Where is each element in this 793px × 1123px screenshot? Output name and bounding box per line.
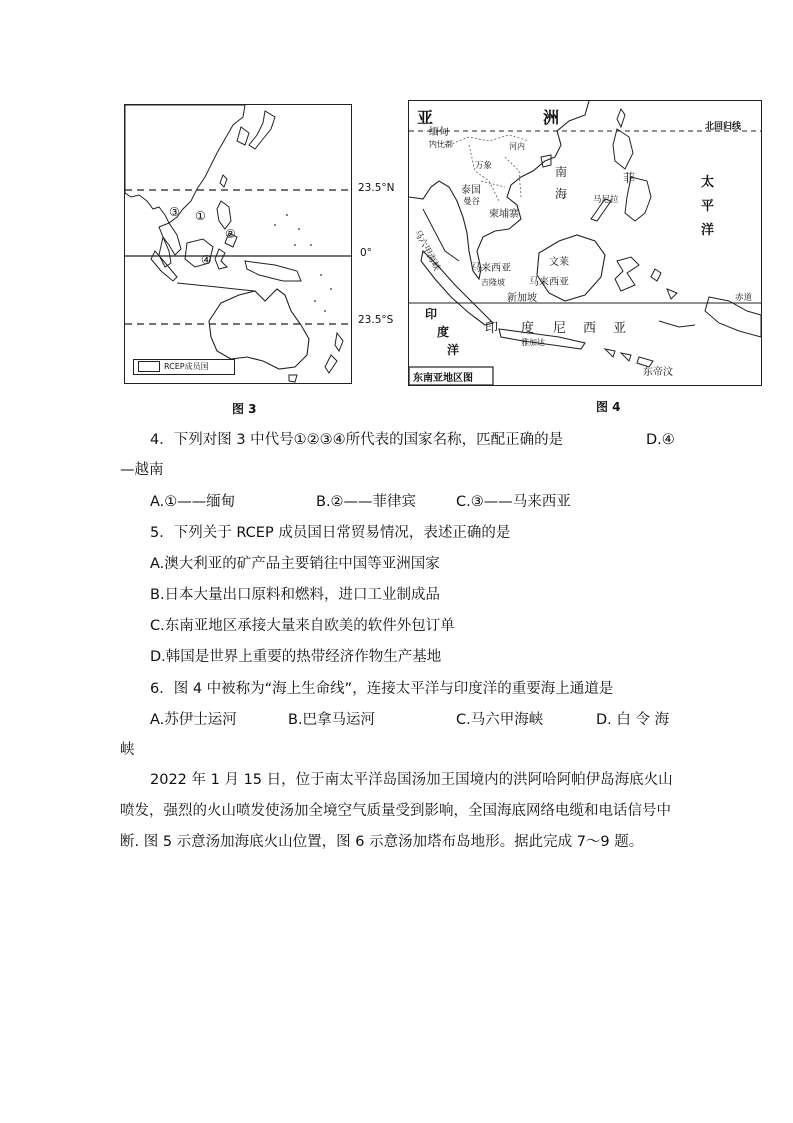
label-kuala-lumpur: 吉隆坡 — [481, 278, 505, 287]
label-equator: 赤道 — [735, 293, 753, 303]
label-malaysia-west: 马来西亚 — [471, 263, 511, 274]
label-naypyidaw: 内比都 — [429, 140, 453, 149]
q5-stem: 5．下列关于 RCEP 成员国日常贸易情况，表述正确的是 — [150, 525, 511, 541]
q6-option-d-cont: 峡 — [120, 742, 135, 758]
q5-option-d: D.韩国是世界上重要的热带经济作物生产基地 — [150, 649, 442, 665]
label-equator-0: 0° — [360, 247, 372, 259]
label-pacific-1: 太 — [701, 175, 715, 190]
figure-4-map — [408, 100, 762, 386]
q5-option-c: C.东南亚地区承接大量来自欧美的软件外包订单 — [150, 618, 455, 634]
label-malacca-strait: 马六甲海峡 — [411, 228, 442, 273]
marker-2: ② — [225, 227, 236, 241]
label-indian-1: 印 — [425, 307, 438, 321]
label-indonesia-3: 尼 — [553, 321, 567, 336]
q4-stem: 4．下列对图 3 中代号①②③④所代表的国家名称，匹配正确的是 — [150, 432, 564, 448]
q6-option-c: C.马六甲海峡 — [456, 712, 544, 728]
label-indonesia-4: 西 — [583, 321, 597, 336]
q4-option-a: A.①——缅甸 — [150, 494, 236, 510]
marker-1: ① — [195, 209, 206, 223]
q6-option-b: B.巴拿马运河 — [288, 712, 376, 728]
q4-option-d: D.④ — [646, 432, 675, 448]
figure-4-title: 东南亚地区图 — [413, 373, 473, 384]
q6-option-d: D. 白 令 海 — [596, 712, 670, 728]
label-manila: 马尼拉 — [593, 195, 619, 205]
q4-option-c: C.③——马来西亚 — [456, 494, 571, 510]
label-asia: 亚 — [417, 108, 434, 127]
label-indonesia-2: 度 — [521, 321, 535, 336]
label-pacific-2: 平 — [701, 199, 715, 214]
label-vientiane: 万象 — [475, 161, 493, 171]
legend-swatch — [138, 361, 160, 372]
label-jakarta: 雅加达 — [521, 338, 545, 347]
label-malaysia-east: 马来西亚 — [529, 277, 569, 288]
figure-3-map-drawing — [125, 105, 351, 383]
label-philippines: 菲 — [623, 171, 636, 185]
label-sea: 海 — [555, 187, 568, 201]
label-myanmar: 缅甸 — [429, 127, 449, 138]
label-brunei: 文莱 — [549, 257, 569, 268]
label-hanoi: 河内 — [509, 142, 525, 151]
label-indian-2: 度 — [437, 325, 450, 339]
label-south: 南 — [555, 165, 568, 179]
label-tropic-of-cancer: 北回归线 — [705, 122, 742, 132]
label-bangkok: 曼谷 — [463, 197, 481, 207]
marker-4: ④ — [201, 253, 212, 267]
label-23-5-north: 23.5°N — [358, 182, 395, 194]
label-indonesia-5: 亚 — [613, 321, 627, 336]
label-pacific-3: 洋 — [701, 223, 715, 238]
figure-3-caption: 图 3 — [232, 402, 257, 416]
label-zhou: 洲 — [543, 108, 560, 127]
label-indian-3: 洋 — [447, 343, 460, 357]
passage-tonga-volcano: 2022 年 1 月 15 日，位于南太平洋岛国汤加王国境内的洪阿哈阿帕伊岛海底火山喷发，强烈的火山喷发使汤加全境空气质量受到影响，全国海底网络电缆和电话信号中断. 图 5 示意汤加海底火山位置，图 6 示意汤加塔布岛地形。据此完成 7～9 题。 — [120, 772, 673, 850]
figure-3-map — [124, 104, 352, 384]
label-thailand: 泰国 — [461, 185, 481, 196]
figure-3-legend — [133, 359, 235, 375]
figure-4-caption: 图 4 — [596, 400, 621, 414]
label-23-5-south: 23.5°S — [358, 314, 394, 326]
label-east-timor: 东帝汶 — [643, 367, 673, 378]
label-cambodia: 柬埔寨 — [489, 209, 519, 220]
legend-label: RCEP成员国 — [164, 362, 209, 371]
q6-stem: 6．图 4 中被称为“海上生命线”，连接太平洋与印度洋的重要海上通道是 — [150, 681, 614, 697]
marker-3: ③ — [169, 205, 180, 219]
q5-option-a: A.澳大利亚的矿产品主要销往中国等亚洲国家 — [150, 556, 440, 572]
q4-option-b: B.②——菲律宾 — [316, 494, 417, 510]
label-singapore: 新加坡 — [507, 293, 537, 304]
figure-4-map-drawing — [409, 101, 761, 385]
q6-option-a: A.苏伊士运河 — [150, 712, 237, 728]
q5-option-b: B.日本大量出口原料和燃料，进口工业制成品 — [150, 587, 441, 603]
label-indonesia-1: 印 — [485, 321, 499, 336]
q4-option-d-cont: —越南 — [120, 462, 164, 478]
